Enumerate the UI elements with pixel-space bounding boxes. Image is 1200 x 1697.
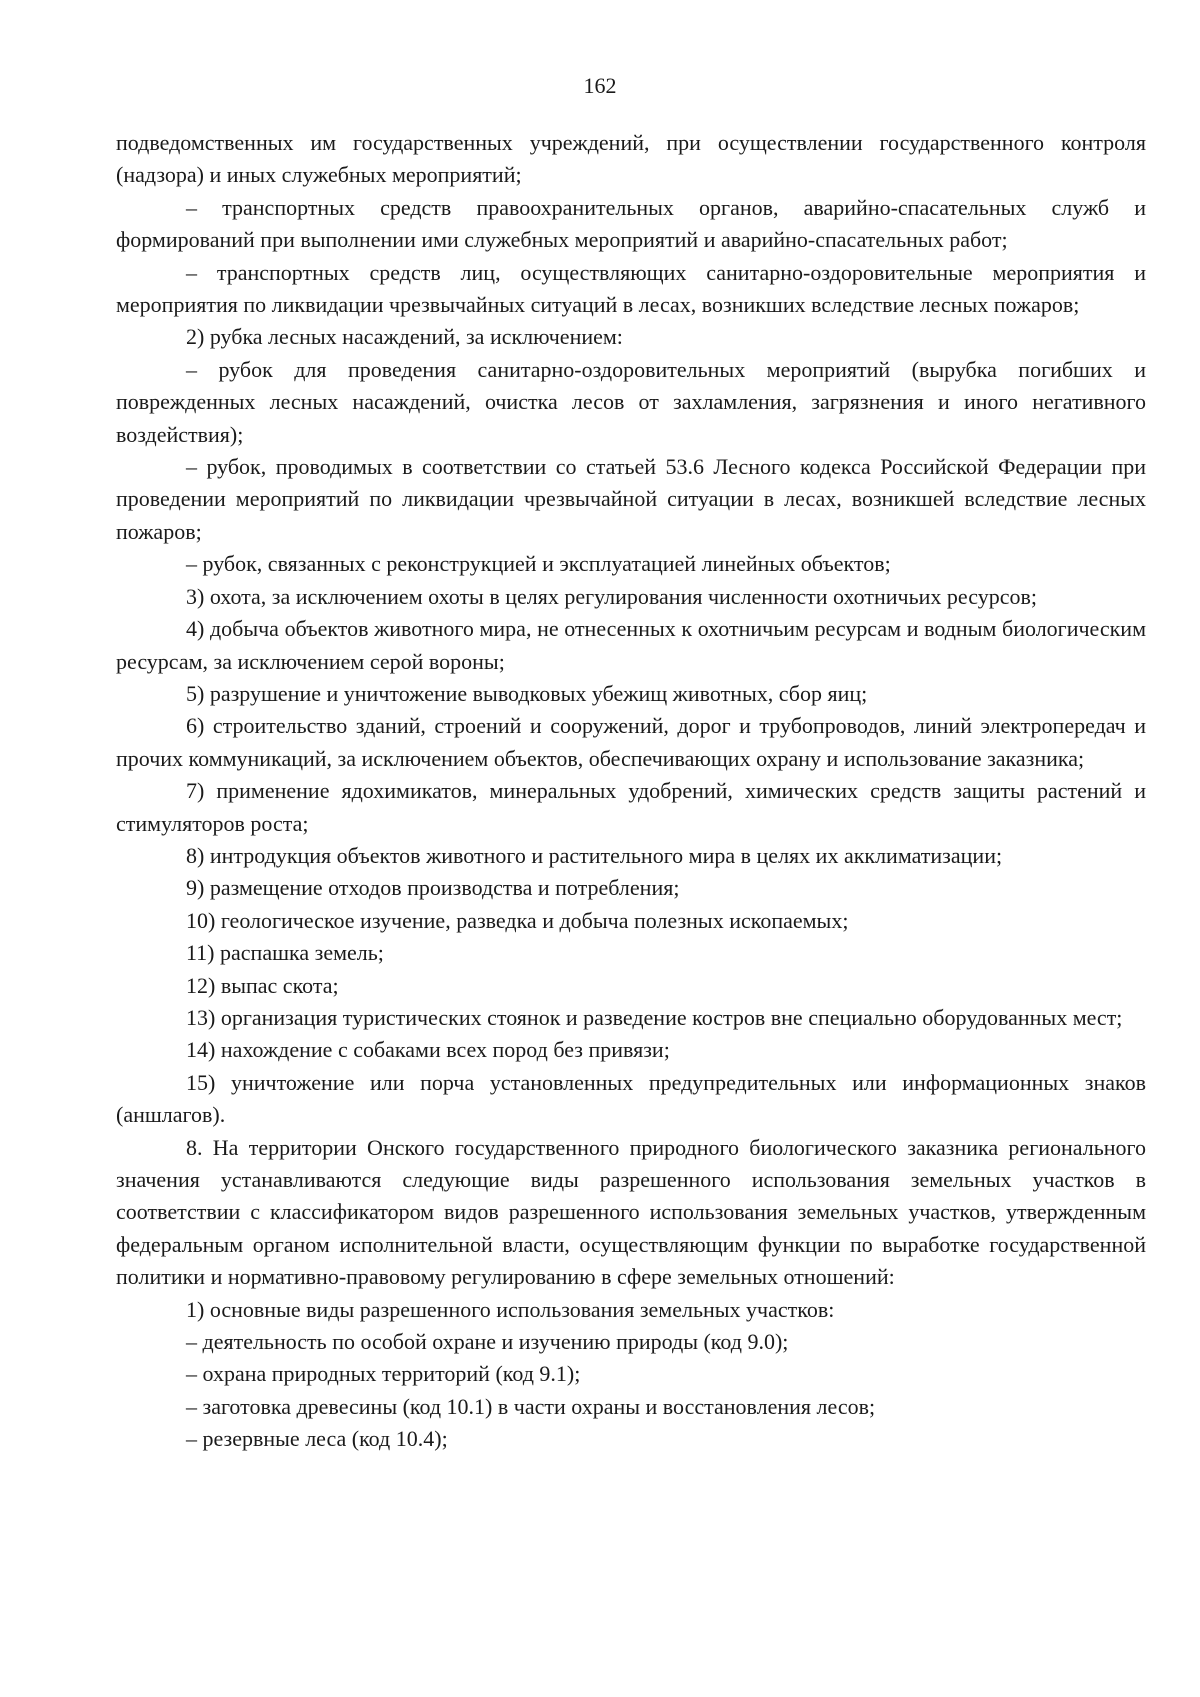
list-item-numbered: 15) уничтожение или порча установленных предупредительных или информационных знаков (аншлагов). <box>116 1069 1146 1128</box>
list-item-dash: – транспортных средств правоохранительных органов, аварийно-спасательных служб и формирований при выполнении ими служебных мероприятий и аварийно-спасательных работ; <box>116 194 1146 253</box>
list-item-dash: – рубок для проведения санитарно-оздоровительных мероприятий (вырубка погибших и поврежденных лесных насаждений, очистка лесов от захламления, загрязнения и иного негативного воздействия); <box>116 356 1146 447</box>
list-item-dash: – заготовка древесины (код 10.1) в части охраны и восстановления лесов; <box>186 1393 876 1419</box>
list-item-numbered: 4) добыча объектов животного мира, не отнесенных к охотничьим ресурсам и водным биологическим ресурсам, за исключением серой вороны; <box>116 616 1146 674</box>
list-item-numbered: 8) интродукция объектов животного и растительного мира в целях их акклиматизации; <box>186 842 1003 868</box>
list-item-numbered: 5) разрушение и уничтожение выводковых убежищ животных, сбор яиц; <box>186 680 868 706</box>
paragraph-continuation: подведомственных им государственных учреждений, при осуществлении государственного контроля (надзора) и иных служебных мероприятий; <box>116 130 1146 188</box>
list-item-numbered: 11) распашка земель; <box>186 940 384 966</box>
list-item-dash: – транспортных средств лиц, осуществляющих санитарно-оздоровительные мероприятия и мероприятия по ликвидации чрезвычайных ситуаций в лесах, возникших вследствие лесных пожаров; <box>116 259 1146 318</box>
list-item-dash: – рубок, связанных с реконструкцией и эксплуатацией линейных объектов; <box>186 551 891 577</box>
list-item-numbered: 1) основные виды разрешенного использования земельных участков: <box>186 1296 835 1322</box>
list-item-numbered: 12) выпас скота; <box>186 972 339 998</box>
list-item-numbered: 6) строительство зданий, строений и сооружений, дорог и трубопроводов, линий электропередач и прочих коммуникаций, за исключением объектов, обеспечивающих охрану и использование заказника; <box>116 713 1146 771</box>
list-item-dash: – охрана природных территорий (код 9.1); <box>186 1361 581 1387</box>
list-item-dash: – рубок, проводимых в соответствии со статьей 53.6 Лесного кодекса Российской Федерации при проведении мероприятий по ликвидации чрезвычайной ситуации в лесах, возникшей вследствие лесных пожаров; <box>116 454 1146 544</box>
list-item-numbered: 9) размещение отходов производства и потребления; <box>186 875 680 901</box>
list-item-dash: – резервные леса (код 10.4); <box>186 1426 448 1452</box>
section-paragraph: 8. На территории Онского государственного природного биологического заказника регионального значения устанавливаются следующие виды разрешенного использования земельных участков в соответствии с классификатором видов разрешенного использования земельных участков, утвержденным федеральным органом исполнительной власти, осуществляющим функции по выработке государственной политики и нормативно-правовому регулированию в сфере земельных отношений: <box>116 1134 1146 1290</box>
list-item-dash: – деятельность по особой охране и изучению природы (код 9.0); <box>186 1329 789 1355</box>
list-item-numbered: 7) применение ядохимикатов, минеральных удобрений, химических средств защиты растений и стимуляторов роста; <box>116 778 1146 836</box>
list-item-numbered: 14) нахождение с собаками всех пород без привязи; <box>186 1037 670 1063</box>
list-item-numbered: 13) организация туристических стоянок и разведение костров вне специально оборудованных мест; <box>186 1004 1123 1030</box>
list-item-numbered: 3) охота, за исключением охоты в целях регулирования численности охотничьих ресурсов; <box>186 583 1037 609</box>
list-item-numbered: 10) геологическое изучение, разведка и добыча полезных ископаемых; <box>186 907 849 933</box>
document-body <box>116 127 1146 1456</box>
page-number: 162 <box>583 73 617 98</box>
list-item-numbered: 2) рубка лесных насаждений, за исключением: <box>186 324 623 350</box>
